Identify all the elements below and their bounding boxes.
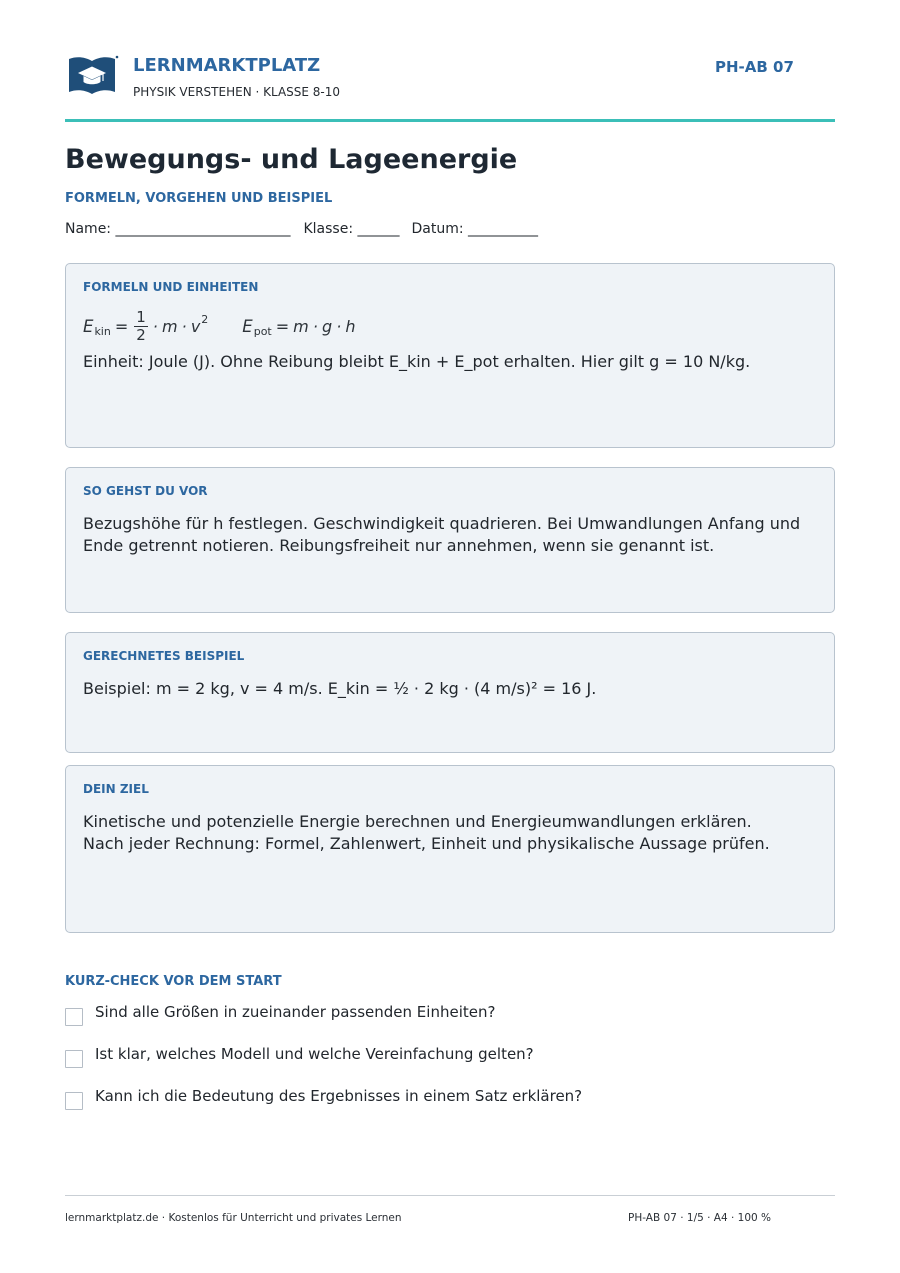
goal-line: Nach jeder Rechnung: Formel, Zahlenwert, Einheit und physikalische Aussage prüfen. [83,834,770,853]
goal-heading: DEIN ZIEL [83,782,149,796]
procedure-text: Bezugshöhe für h festlegen. Geschwindigkeit quadrieren. Bei Umwandlungen Anfang und Ende getrennt notieren. Reibungsfreiheit nur annehmen, wenn sie genannt ist. [83,514,801,555]
checkbox[interactable] [65,1050,83,1068]
ekin-equals: = [114,316,129,336]
footer-page-info: PH-AB 07 · 1/5 · A4 · 100 % [628,1212,772,1224]
example-box [65,632,835,753]
brand-name: LERNMARKTPLATZ [133,55,321,76]
footer-site-info: lernmarktplatz.de · Kostenlos für Unterricht und privates Lernen [65,1212,402,1224]
ekin-subscript: kin [94,324,111,338]
goal-box [65,765,835,933]
goal-line: Kinetische und potenzielle Energie berechnen und Energieumwandlungen erklären. [83,812,752,831]
formulas-heading: FORMELN UND EINHEITEN [83,280,259,294]
example-text: Beispiel: m = 2 kg, v = 4 m/s. E_kin = ½ · 2 kg · (4 m/s)² = 16 J. [83,679,597,698]
formulas-box [65,263,835,448]
epot-terms: m · g · h [293,316,356,336]
checklist-item-label: Kann ich die Bedeutung des Ergebnisses in einem Satz erklären? [95,1087,583,1105]
document-code: PH-AB 07 [715,58,794,76]
checklist-item [65,1002,835,1022]
page-title: Bewegungs- und Lageenergie [65,144,518,175]
datum-field: Datum: __________ [411,221,539,237]
checklist-item-label: Ist klar, welches Modell und welche Vereinfachung gelten? [95,1045,534,1063]
name-field: Name: _________________________ [65,221,291,237]
epot-symbol: E [242,316,253,336]
fraction-numerator: 1 [136,307,146,326]
ekin-symbol: E [83,316,94,336]
epot-subscript: pot [253,324,272,338]
procedure-heading: SO GEHST DU VOR [83,484,208,498]
header-divider [65,119,835,122]
ekin-exponent: 2 [201,312,209,326]
epot-equals: = [275,316,290,336]
example-heading: GERECHNETES BEISPIEL [83,649,245,663]
checklist-heading: KURZ-CHECK VOR DEM START [65,974,282,989]
student-info-fields [65,220,538,238]
checklist-item [65,1086,835,1106]
fraction-denominator: 2 [136,325,146,344]
goal-text [83,811,817,855]
book-graduation-cap-icon [67,54,119,96]
footer-divider [65,1195,835,1196]
brand-tagline: PHYSIK VERSTEHEN · KLASSE 8-10 [133,85,341,99]
checklist-item-label: Sind alle Größen in zueinander passenden Einheiten? [95,1003,496,1021]
ekin-fraction [134,309,148,344]
klasse-field: Klasse: ______ [303,221,400,237]
ekin-terms: · m · v [152,316,201,336]
checklist-item [65,1044,835,1064]
procedure-box [65,467,835,613]
formula-row [83,306,356,346]
checkbox[interactable] [65,1008,83,1026]
page-subtitle: FORMELN, VORGEHEN UND BEISPIEL [65,191,333,206]
checkbox[interactable] [65,1092,83,1110]
formulas-note: Einheit: Joule (J). Ohne Reibung bleibt E_kin + E_pot erhalten. Hier gilt g = 10 N/kg. [83,352,751,371]
